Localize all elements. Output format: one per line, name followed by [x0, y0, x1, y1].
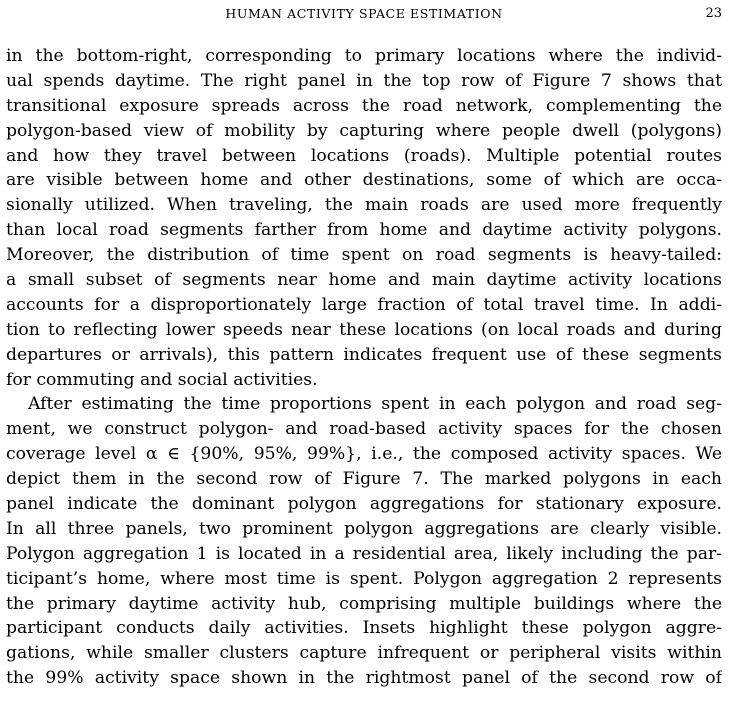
- text-line: sionally utilized. When traveling, the main roads are used more frequently: [6, 195, 722, 216]
- text-line: the 99% activity space shown in the rightmost panel of the second row of: [6, 668, 722, 689]
- text-line: polygon-based view of mobility by capturing where people dwell (polygons): [6, 120, 722, 141]
- text-line: ticipant’s home, where most time is spent. Polygon aggregation 2 represents: [6, 568, 722, 589]
- text-line: ment, we construct polygon- and road-based activity spaces for the chosen: [6, 419, 722, 440]
- text-line: Polygon aggregation 1 is located in a residential area, likely including the par-: [6, 543, 722, 564]
- text-line: transitional exposure spreads across the road network, complementing the: [6, 95, 722, 116]
- running-title: HUMAN ACTIVITY SPACE ESTIMATION: [225, 6, 503, 21]
- text-line: tion to reflecting lower speeds near these locations (on local roads and during: [6, 319, 722, 340]
- text-line: participant conducts daily activities. Insets highlight these polygon aggre-: [6, 618, 722, 639]
- text-line: for commuting and social activities.: [6, 369, 318, 390]
- text-line: depict them in the second row of Figure 7. The marked polygons in each: [6, 469, 722, 490]
- text-line: the primary daytime activity hub, comprising multiple buildings where the: [6, 593, 722, 614]
- text-line: After estimating the time proportions spent in each polygon and road seg-: [28, 394, 722, 415]
- paragraph-2: [6, 392, 722, 691]
- text-line: panel indicate the dominant polygon aggregations for stationary exposure.: [6, 494, 722, 515]
- text-line: accounts for a disproportionately large fraction of total travel time. In addi-: [6, 294, 722, 315]
- text-line: gations, while smaller clusters capture infrequent or peripheral visits within: [6, 643, 722, 664]
- text-line: than local road segments farther from home and daytime activity polygons.: [6, 220, 722, 241]
- text-line: in the bottom-right, corresponding to primary locations where the individ-: [6, 46, 722, 66]
- body-text: [6, 44, 722, 691]
- text-line: and how they travel between locations (roads). Multiple potential routes: [6, 145, 722, 166]
- running-header: [6, 4, 722, 24]
- text-line: coverage level α ∈ {90%, 95%, 99%}, i.e., the composed activity spaces. We: [6, 444, 722, 465]
- text-line: Moreover, the distribution of time spent on road segments is heavy-tailed:: [6, 245, 722, 266]
- text-line: departures or arrivals), this pattern indicates frequent use of these segments: [6, 344, 722, 365]
- page-number: 23: [705, 6, 722, 21]
- text-line: ual spends daytime. The right panel in the top row of Figure 7 shows that: [6, 70, 722, 91]
- text-line: In all three panels, two prominent polygon aggregations are clearly visible.: [6, 518, 722, 539]
- text-line: a small subset of segments near home and main daytime activity locations: [6, 270, 722, 291]
- paragraph-1: [6, 44, 722, 392]
- text-line: are visible between home and other destinations, some of which are occa-: [6, 170, 722, 191]
